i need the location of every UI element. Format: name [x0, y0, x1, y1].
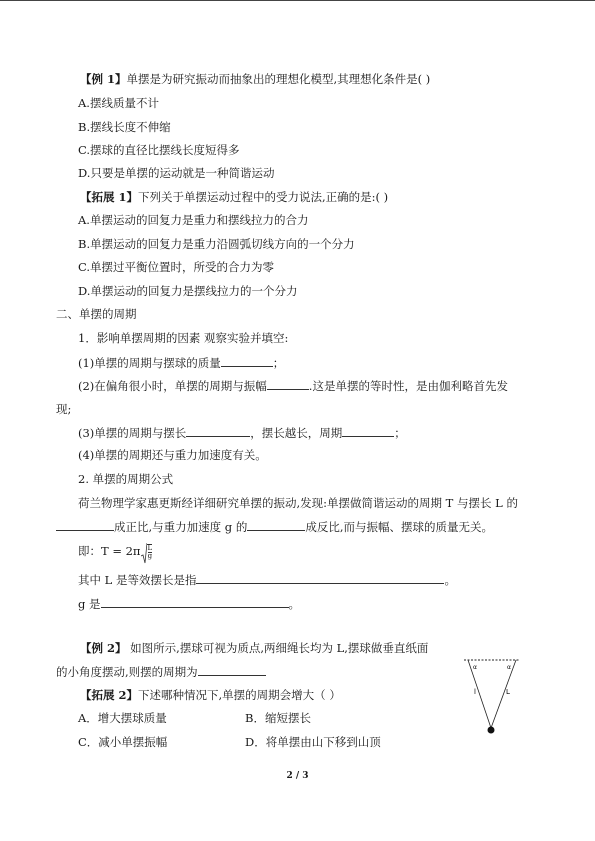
sqrt-fraction — [147, 544, 153, 560]
pendulum-string-left — [468, 660, 491, 728]
pendulum-diagram — [462, 654, 524, 736]
huygens-text-1: 成正比,与重力加速度 g 的 — [114, 520, 248, 534]
example1-question — [80, 72, 430, 86]
huygens-blank-2[interactable] — [247, 519, 305, 531]
example2-text1: 如图所示,摆球可视为质点,两细绳长均为 L,摆球做垂直纸面 — [126, 641, 429, 655]
formula-prefix: 即： — [78, 544, 101, 558]
string-label-left: l — [474, 688, 476, 696]
q2-blank[interactable] — [267, 378, 309, 390]
example2-tag: 【例 2】 — [80, 641, 127, 655]
example1-tag: 【例 1】 — [80, 72, 127, 86]
huygens-line2 — [56, 519, 493, 534]
formula-lhs: T = 2π — [101, 544, 141, 558]
huygens-blank-1[interactable] — [56, 519, 114, 531]
g-def-blank[interactable] — [101, 596, 289, 608]
section2-q2 — [78, 378, 508, 393]
section2-q4: (4)单摆的周期还与重力加速度有关。 — [78, 448, 267, 462]
page-number: 2 / 3 — [286, 771, 309, 781]
ext1-option-a: A.单摆运动的回复力是重力和摆线拉力的合力 — [78, 213, 309, 227]
section2-q3 — [78, 425, 406, 440]
pendulum-bob — [488, 727, 495, 734]
example2-blank[interactable] — [198, 664, 266, 676]
section2-q1 — [78, 355, 284, 370]
g-definition — [78, 596, 300, 611]
section2-item2: 2. 单摆的周期公式 — [78, 472, 174, 486]
ext2-option-d: D．将单摆由山下移到山顶 — [245, 735, 381, 749]
section2-q2-cont: 现; — [56, 402, 72, 416]
ext2-option-b: B．缩短摆长 — [245, 711, 311, 725]
formula-numerator: L — [147, 544, 153, 552]
q3-text-mid: ，摆长越长，周期 — [250, 426, 343, 440]
section2-item1: 1．影响单摆周期的因素 观察实验并填空: — [78, 331, 289, 345]
L-definition — [78, 572, 456, 587]
q2-text-rest: .这是单摆的等时性，是由伽利略首先发 — [308, 379, 508, 393]
example1-option-d: D.只要是单摆的运动就是一种简谐运动 — [78, 166, 275, 180]
q3-end: ； — [394, 426, 406, 440]
q3-blank-2[interactable] — [342, 425, 394, 437]
q1-blank[interactable] — [221, 355, 273, 367]
example2-text2: 的小角度摆动,则摆的周期为 — [56, 665, 198, 679]
q1-end: ； — [272, 356, 285, 370]
q3-text: (3)单摆的周期与摆长 — [78, 426, 187, 440]
string-label-right: L — [506, 688, 510, 696]
pendulum-string-right — [491, 660, 516, 728]
example2-line1 — [80, 641, 428, 655]
q1-text: (1)单摆的周期与摆球的质量 — [78, 356, 221, 370]
huygens-text-2: 成反比,而与振幅、摆球的质量无关。 — [305, 520, 493, 534]
example1-option-c: C.摆球的直径比摆线长度短得多 — [78, 143, 240, 157]
example2-line2 — [56, 664, 266, 679]
ext1-question — [80, 190, 388, 204]
period-formula — [78, 540, 152, 564]
ext1-option-c: C.单摆过平衡位置时，所受的合力为零 — [78, 260, 275, 274]
L-def-end: 。 — [444, 573, 456, 587]
ext2-question-text: 下述哪种情况下,单摆的周期会增大（ ） — [138, 688, 341, 702]
ext1-option-b: B.单摆运动的回复力是重力沿圆弧切线方向的一个分力 — [78, 237, 355, 251]
example1-question-text: 单摆是为研究振动而抽象出的理想化模型,其理想化条件是( ) — [126, 72, 431, 86]
example1-option-b: B.摆线长度不伸缩 — [78, 120, 171, 134]
top-rule — [0, 0, 595, 1]
section2-heading: 二、单摆的周期 — [56, 307, 137, 321]
example1-option-a: A.摆线质量不计 — [78, 96, 159, 110]
g-def-text: g 是 — [78, 597, 101, 611]
ext2-question — [80, 688, 341, 702]
ext1-question-text: 下列关于单摆运动过程中的受力说法,正确的是:( ) — [138, 190, 389, 204]
q3-blank-1[interactable] — [186, 425, 250, 437]
g-def-end: 。 — [288, 597, 301, 611]
L-def-blank[interactable] — [196, 572, 444, 584]
angle-label-right: α — [507, 664, 511, 671]
angle-label-left: α — [473, 664, 477, 671]
formula-denominator: g — [147, 552, 153, 560]
ext2-tag: 【拓展 2】 — [80, 688, 139, 702]
huygens-line1: 荷兰物理学家惠更斯经详细研究单摆的振动,发现:单摆做简谐运动的周期 T 与摆长 L 的 — [78, 496, 518, 510]
ext2-option-a: A．增大摆球质量 — [78, 711, 167, 725]
ext1-option-d: D.单摆运动的回复力是摆线拉力的一个分力 — [78, 284, 298, 298]
q2-text: (2)在偏角很小时，单摆的周期与振幅 — [78, 379, 267, 393]
sqrt-sign — [141, 541, 147, 564]
L-def-text: 其中 L 是等效摆长是指 — [78, 573, 197, 587]
ext1-tag: 【拓展 1】 — [80, 190, 139, 204]
ext2-option-c: C．减小单摆振幅 — [78, 735, 168, 749]
